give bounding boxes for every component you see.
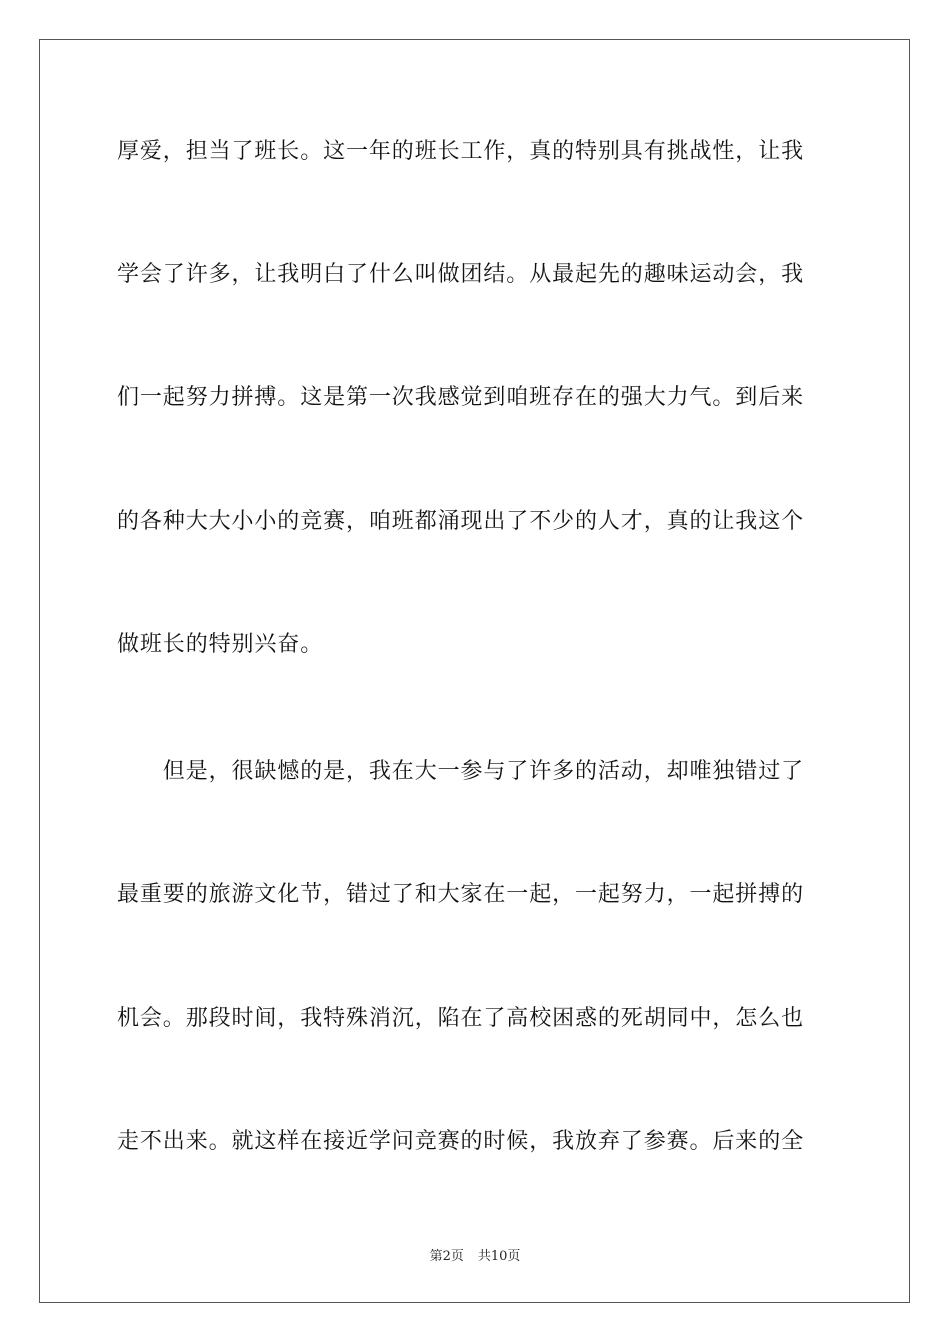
- page-frame: [39, 39, 910, 1303]
- text-line-2: 学会了许多，让我明白了什么叫做团结。从最起先的趣味运动会，我: [117, 262, 805, 287]
- text-line-7: 最重要的旅游文化节，错过了和大家在一起，一起努力，一起拼搏的: [117, 882, 805, 907]
- text-line-5: 做班长的特别兴奋。: [117, 632, 324, 657]
- text-line-9: 走不出来。就这样在接近学问竞赛的时候，我放弃了参赛。后来的全: [117, 1129, 805, 1154]
- text-line-4: 的各种大大小小的竞赛，咱班都涌现出了不少的人才，真的让我这个: [117, 509, 805, 534]
- text-line-6: 但是，很缺憾的是，我在大一参与了许多的活动，却唯独错过了: [117, 759, 805, 784]
- text-line-1: 厚爱，担当了班长。这一年的班长工作，真的特别具有挑战性，让我: [117, 139, 805, 164]
- page-total: 共10页: [477, 1249, 521, 1264]
- text-line-3: 们一起努力拼搏。这是第一次我感觉到咱班存在的强大力气。到后来: [117, 385, 805, 410]
- page-number: 第2页: [429, 1249, 464, 1264]
- page-footer: [0, 1248, 950, 1266]
- text-line-8: 机会。那段时间，我特殊消沉，陷在了高校困惑的死胡同中，怎么也: [117, 1006, 805, 1031]
